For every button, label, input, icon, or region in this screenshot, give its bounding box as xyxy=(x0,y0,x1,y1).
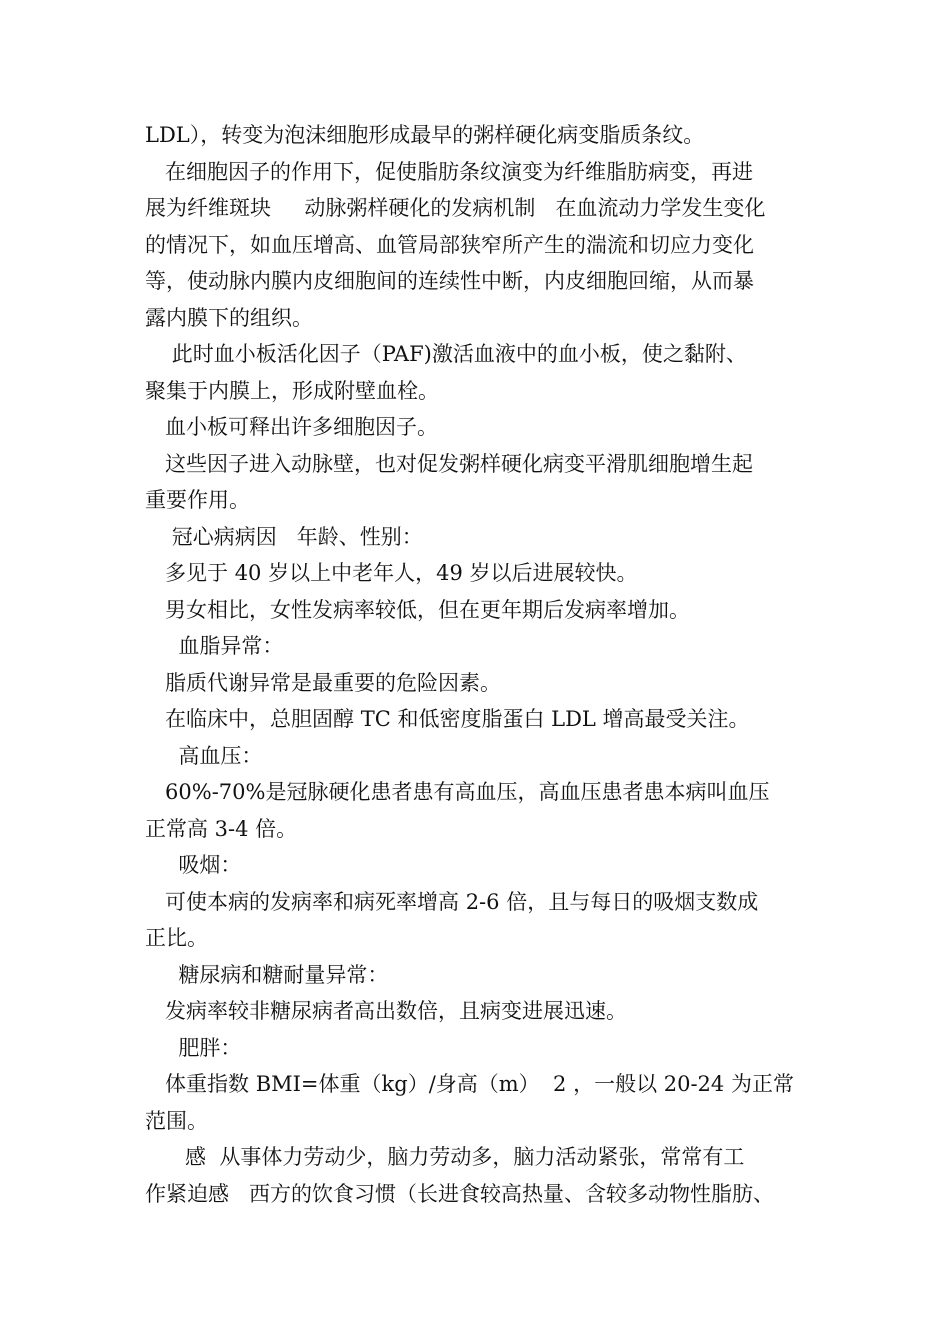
document-body xyxy=(145,117,820,1212)
text-line: 正比。 xyxy=(145,926,208,950)
text-line: 血小板可释出许多细胞因子。 xyxy=(145,415,439,439)
text-line: 多见于 40 岁以上中老年人，49 岁以后进展较快。 xyxy=(145,561,638,585)
text-line: 这些因子进入动脉壁，也对促发粥样硬化病变平滑肌细胞增生起 xyxy=(145,451,754,476)
text-line: 男女相比，女性发病率较低，但在更年期后发病率增加。 xyxy=(145,597,691,622)
text-line: 重要作用。 xyxy=(145,488,250,512)
text-line: 在细胞因子的作用下，促使脂肪条纹演变为纤维脂肪病变，再进 xyxy=(145,159,754,184)
text-line: 展为纤维斑块 动脉粥样硬化的发病机制 在血流动力学发生变化 xyxy=(145,196,766,220)
section-heading: 血脂异常： xyxy=(145,634,284,658)
text-line: 60%-70%是冠脉硬化患者患有高血压，高血压患者患本病叫血压 xyxy=(145,780,770,804)
section-heading: 高血压： xyxy=(145,743,263,768)
text-line: 等，使动脉内膜内皮细胞间的连续性中断，内皮细胞回缩，从而暴 xyxy=(145,269,754,293)
text-line: 感 从事体力劳动少，脑力劳动多，脑力活动紧张，常常有工 xyxy=(145,1145,745,1169)
section-heading: 糖尿病和糖耐量异常： xyxy=(145,962,389,987)
text-line: 发病率较非糖尿病者高出数倍，且病变进展迅速。 xyxy=(145,999,628,1023)
section-heading: 肥胖： xyxy=(145,1035,242,1060)
text-line: 在临床中，总胆固醇 TC 和低密度脂蛋白 LDL 增高最受关注。 xyxy=(145,707,750,731)
text-line: 聚集于内膜上，形成附壁血栓。 xyxy=(145,378,439,403)
text-line: 作紧迫感 西方的饮食习惯（长进食较高热量、含较多动物性脂肪、 xyxy=(145,1181,775,1206)
text-line: 的情况下，如血压增高、血管局部狭窄所产生的湍流和切应力变化 xyxy=(145,232,754,257)
text-line: 此时血小板活化因子（PAF)激活血液中的血小板，使之黏附、 xyxy=(145,342,747,366)
text-line: 脂质代谢异常是最重要的危险因素。 xyxy=(145,670,502,695)
text-line: 体重指数 BMI=体重（kg）/身高（m） 2 ，一般以 20-24 为正常 xyxy=(145,1072,794,1096)
text-line: 范围。 xyxy=(145,1108,208,1133)
text-line: 正常高 3-4 倍。 xyxy=(145,816,298,841)
text-line: 露内膜下的组织。 xyxy=(145,305,313,330)
section-heading: 吸烟： xyxy=(145,853,242,877)
text-line: 可使本病的发病率和病死率增高 2-6 倍，且与每日的吸烟支数成 xyxy=(145,889,759,914)
text-line: LDL），转变为泡沫细胞形成最早的粥样硬化病变脂质条纹。 xyxy=(145,123,705,147)
section-heading: 冠心病病因 年龄、性别： xyxy=(145,524,423,549)
